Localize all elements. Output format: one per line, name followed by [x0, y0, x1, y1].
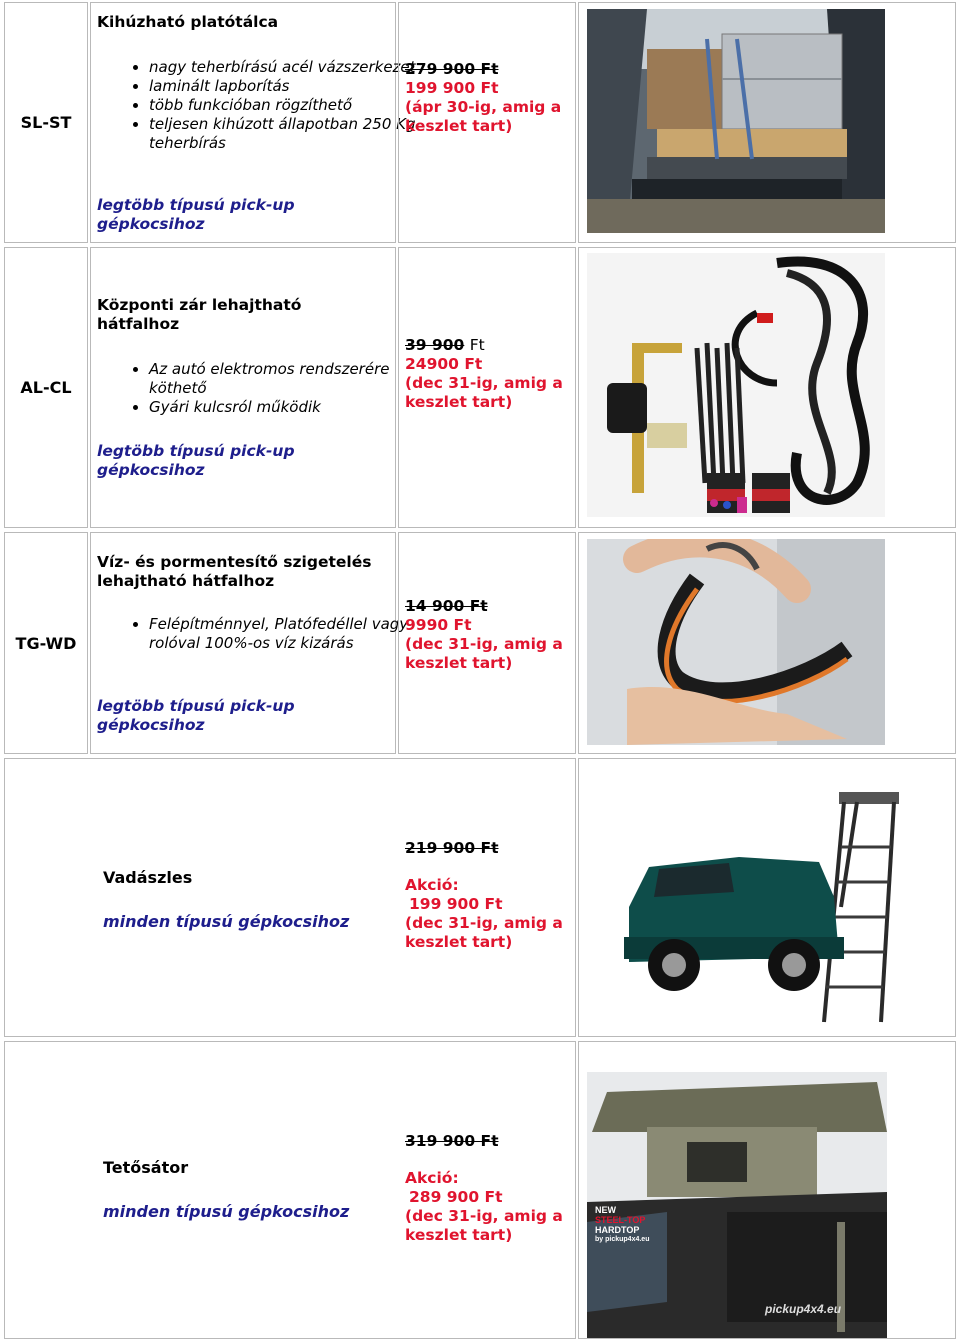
old-price: 279 900 Ft [405, 60, 499, 78]
product-price [398, 247, 576, 528]
product-row-hunting-stand [4, 758, 956, 1037]
price-note: (dec 31-ig, amig a keszlet tart) [405, 635, 563, 672]
promo-label: Akció: [405, 1169, 459, 1187]
tailgate-seal-photo [587, 539, 885, 745]
product-image-cell [578, 532, 956, 754]
product-code: TG-WD [4, 532, 88, 754]
feature-list [91, 360, 449, 417]
vehicle-fit: minden típusú gépkocsihoz [103, 1202, 350, 1221]
product-description [90, 2, 416, 243]
brand-decal: pickup4x4.eu [765, 1302, 842, 1316]
price-note: (dec 31-ig, amig a keszlet tart) [405, 374, 563, 411]
banner-text: by pickup4x4.eu [595, 1236, 650, 1243]
price-note: (dec 31-ig, amig a keszlet tart) [405, 914, 563, 951]
product-image-cell [578, 2, 956, 243]
promo-label: Akció: [405, 876, 459, 894]
product-title: Központi zár lehajtható hátfalhoz [97, 296, 302, 333]
banner-text: HARDTOP [595, 1225, 640, 1235]
product-image-cell [578, 1041, 956, 1339]
feature-item: • Felépítménnyel, Platófedéllel vagy rolóval 100%-os víz kizárás [149, 615, 449, 653]
feature-list [91, 58, 449, 153]
product-description [90, 247, 396, 528]
sale-price: 289 900 Ft [409, 1188, 503, 1206]
feature-item: • teljesen kihúzott állapotban 250 Kg teherbírás [149, 115, 449, 153]
old-price: 319 900 Ft [405, 1132, 499, 1150]
sale-price: 9990 Ft [405, 616, 472, 634]
feature-item: • Gyári kulcsról működik [149, 398, 449, 417]
banner-text: STEEL-TOP [595, 1215, 646, 1225]
product-price [399, 839, 581, 952]
product-title: Víz- és pormentesítő szigetelés lehajtható hátfalhoz [97, 553, 372, 590]
feature-item: • Az autó elektromos rendszerére köthető [149, 360, 449, 398]
product-image-cell [578, 758, 956, 1037]
old-price-currency: Ft [469, 336, 485, 354]
old-price: 39 900 [405, 336, 465, 354]
hunting-stand-pickup-photo [619, 787, 919, 1027]
product-price [398, 2, 576, 243]
roof-tent-photo [587, 1072, 887, 1338]
product-title: Tetősátor [103, 1158, 189, 1177]
sale-price: 199 900 Ft [405, 79, 499, 97]
product-row-sl-st [4, 2, 956, 243]
feature-list [91, 615, 449, 653]
product-title: Vadászles [103, 868, 193, 887]
feature-item: • nagy teherbírású acél vázszerkezet [149, 58, 449, 77]
vehicle-fit: legtöbb típusú pick-up gépkocsihoz [97, 442, 295, 479]
product-info-cell [4, 758, 576, 1037]
feature-item: • laminált lapborítás [149, 77, 449, 96]
product-description [90, 532, 409, 754]
vehicle-fit: minden típusú gépkocsihoz [103, 912, 350, 931]
product-code: AL-CL [4, 247, 88, 528]
product-row-tg-wd [4, 532, 956, 754]
pickup-bed-slide-photo [587, 9, 885, 233]
vehicle-fit: legtöbb típusú pick-up gépkocsihoz [97, 196, 295, 233]
feature-item: • több funkcióban rögzíthető [149, 96, 449, 115]
price-note: (ápr 30-ig, amig a keszlet tart) [405, 98, 562, 135]
product-price [399, 1132, 581, 1245]
product-image-cell [578, 247, 956, 528]
product-title: Kihúzható platótálca [97, 13, 279, 31]
old-price: 14 900 Ft [405, 597, 488, 615]
vehicle-fit: legtöbb típusú pick-up gépkocsihoz [97, 697, 295, 734]
product-row-roof-tent [4, 1041, 956, 1337]
product-info-cell [4, 1041, 576, 1339]
hardtop-banner [595, 1205, 649, 1245]
sale-price: 199 900 Ft [409, 895, 503, 913]
product-code: SL-ST [4, 2, 88, 243]
price-note: (dec 31-ig, amig a keszlet tart) [405, 1207, 563, 1244]
product-price [398, 532, 576, 754]
sale-price: 24900 Ft [405, 355, 483, 373]
banner-text: NEW [595, 1205, 616, 1215]
product-row-al-cl [4, 247, 956, 528]
old-price: 219 900 Ft [405, 839, 499, 857]
central-lock-kit-photo [587, 253, 885, 517]
